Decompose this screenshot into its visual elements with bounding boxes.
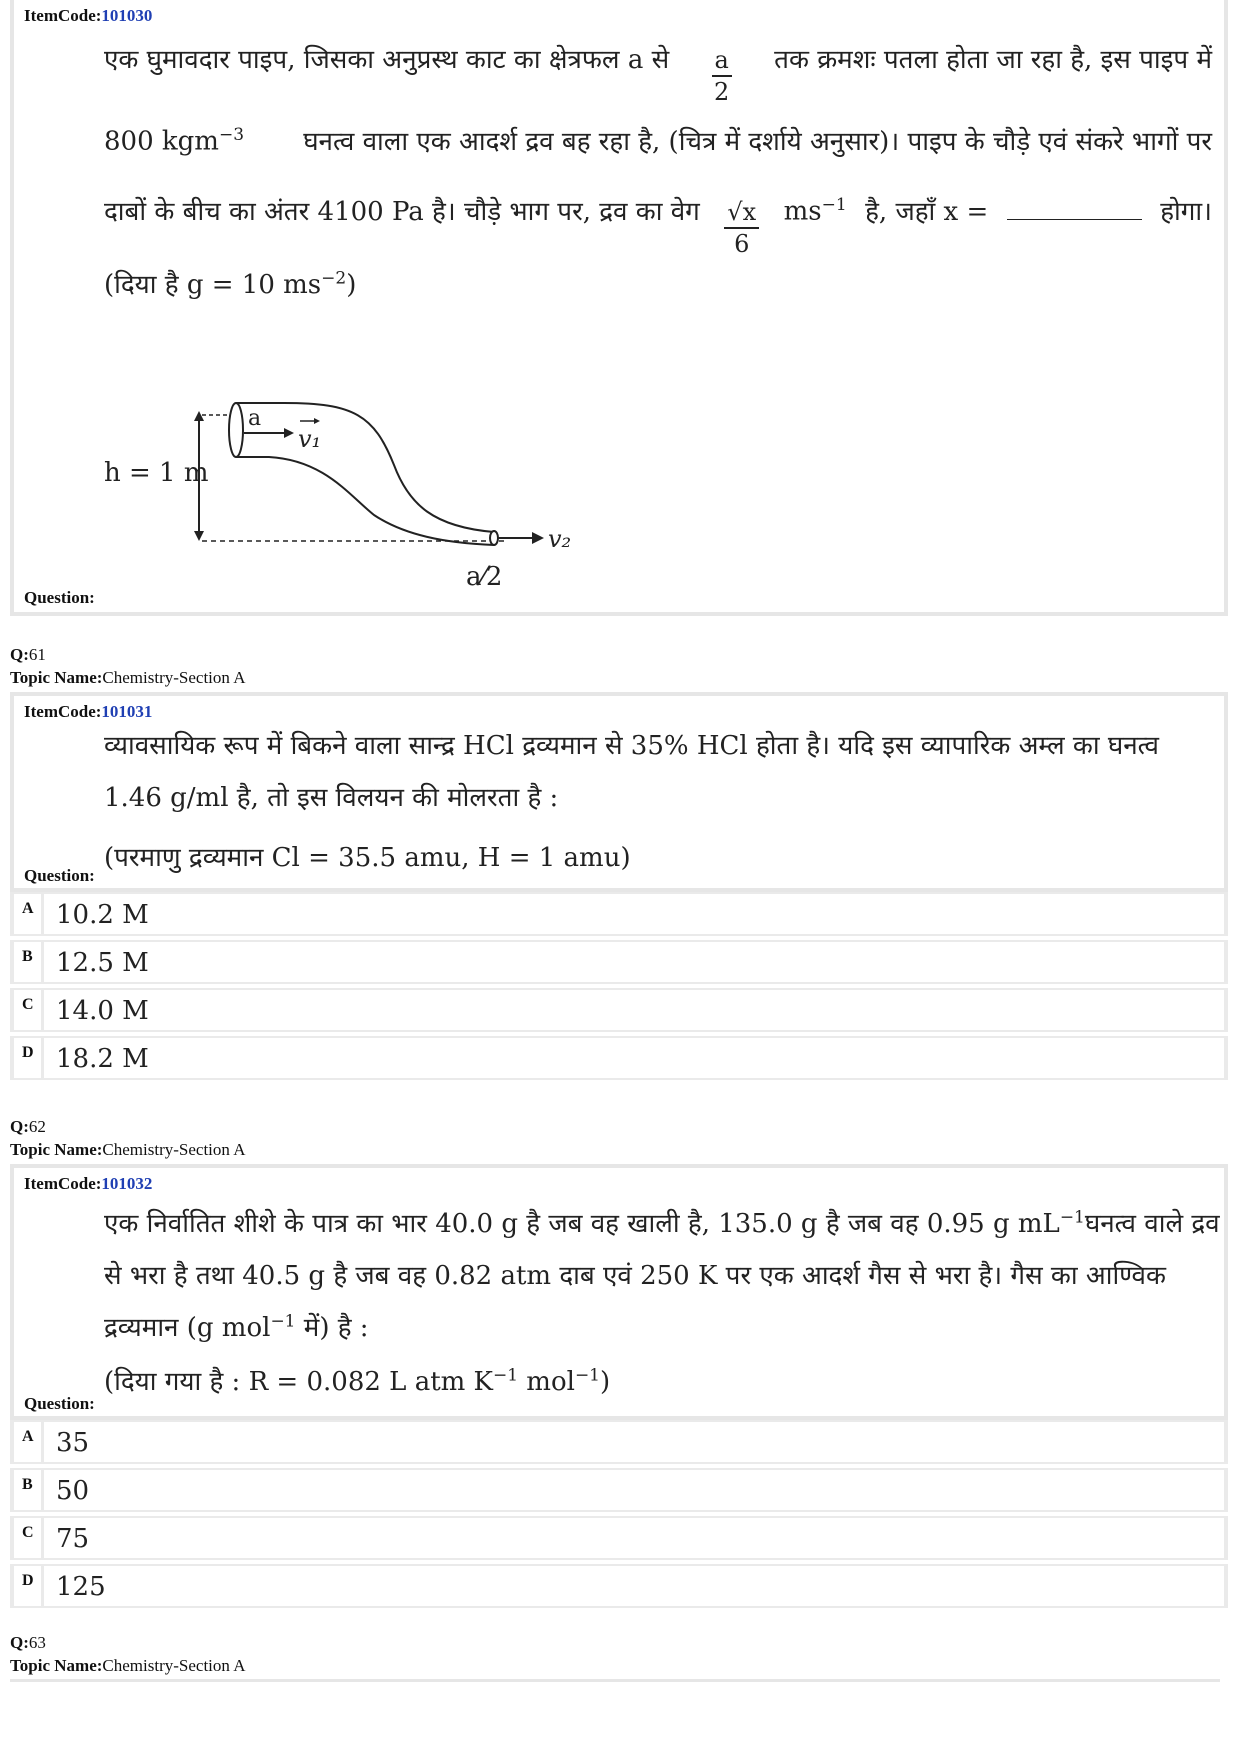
narrow-opening <box>490 531 498 545</box>
fraction-root-x-over-6 <box>724 200 759 256</box>
option-a[interactable] <box>10 1420 1228 1464</box>
question-label: Question: <box>24 1394 95 1413</box>
topic-value: Chemistry-Section A <box>102 1140 246 1159</box>
fraction-numerator: √x <box>724 200 759 229</box>
fraction-numerator: a <box>712 48 732 77</box>
option-a[interactable] <box>10 892 1228 936</box>
q-number: 61 <box>28 645 46 664</box>
q-label: Q: <box>10 1117 29 1136</box>
text-segment: एक निर्वातित शीशे के पात्र का भार 40.0 g है जब वह खाली है, 135.0 g है जब वह 0.95 g mL <box>104 1209 1060 1239</box>
option-value: 75 <box>56 1524 90 1554</box>
option-c[interactable] <box>10 1516 1228 1560</box>
text-segment: है, जहाँ x = <box>865 197 989 227</box>
q-number: 63 <box>28 1633 46 1652</box>
superscript: −1 <box>1059 1207 1085 1228</box>
text-segment: ) <box>346 270 357 300</box>
question-line-3 <box>104 1308 369 1344</box>
option-value: 125 <box>56 1572 106 1602</box>
option-value: 18.2 M <box>56 1044 149 1074</box>
velocity-label-v2: v₂ <box>548 525 572 553</box>
itemcode-value: 101031 <box>101 702 153 721</box>
question-number <box>10 1117 46 1137</box>
fraction-denominator: 2 <box>714 78 730 106</box>
question-line-1 <box>104 1204 1220 1240</box>
option-b[interactable] <box>10 1468 1228 1512</box>
itemcode-value: 101032 <box>101 1174 153 1193</box>
question-card-101030 <box>10 0 1228 616</box>
topic-name <box>10 1140 245 1160</box>
q-label: Q: <box>10 645 29 664</box>
fraction-a-over-2 <box>712 48 732 104</box>
question-line-2 <box>104 1256 1212 1292</box>
text-segment: ) <box>600 1367 611 1397</box>
option-letter: C <box>14 1518 44 1558</box>
pipe-bottom-curve <box>236 457 494 545</box>
question-text <box>104 1204 1220 1404</box>
option-letter: C <box>14 990 44 1030</box>
option-d[interactable] <box>10 1036 1228 1080</box>
text-segment: होगा। <box>1160 197 1212 227</box>
text-segment: व्यावसायिक रूप में बिकने वाला सान्द्र HCl द्रव्यमान से 35% HCl होता है। यदि इस व्यापारिक अम्ल का घनत्व <box>104 731 1160 761</box>
topic-name <box>10 1656 245 1676</box>
option-letter: D <box>14 1038 44 1078</box>
option-letter: D <box>14 1566 44 1606</box>
option-letter: B <box>14 1470 44 1510</box>
itemcode <box>24 702 152 722</box>
question-card-101031 <box>10 692 1228 892</box>
question-line-2 <box>104 778 558 814</box>
topic-label: Topic Name: <box>10 1140 103 1159</box>
pipe-diagram <box>104 385 664 605</box>
text-segment: 1.46 g/ml है, तो इस विलयन की मोलरता है : <box>104 783 559 813</box>
question-line-4 <box>104 1362 610 1398</box>
height-arrow-top <box>194 411 204 421</box>
mass-text <box>104 1204 1085 1240</box>
question-text <box>104 40 1212 340</box>
text-segment: तक क्रमशः पतला होता जा रहा है, इस पाइप में <box>774 45 1212 75</box>
text-segment: 800 kgm <box>104 127 219 157</box>
option-value: 14.0 M <box>56 996 149 1026</box>
v2-arrowhead <box>532 532 544 544</box>
text-segment: घनत्व वाले द्रव <box>1084 1209 1220 1239</box>
text-segment: में) है : <box>303 1313 369 1343</box>
option-value: 10.2 M <box>56 900 149 930</box>
question-number <box>10 645 46 665</box>
itemcode <box>24 6 152 26</box>
superscript: −1 <box>270 1311 296 1332</box>
height-label: h = 1 m <box>104 458 209 488</box>
itemcode-label: ItemCode: <box>24 702 102 721</box>
option-value: 12.5 M <box>56 948 149 978</box>
option-c[interactable] <box>10 988 1228 1032</box>
text-segment: दाबों के बीच का अंतर 4100 Pa है। चौड़े भाग पर, द्रव का वेग <box>104 197 700 227</box>
topic-label: Topic Name: <box>10 668 103 687</box>
option-b[interactable] <box>10 940 1228 984</box>
text-segment: द्रव्यमान (g mol <box>104 1313 271 1343</box>
question-label: Question: <box>24 588 95 607</box>
option-value: 35 <box>56 1428 90 1458</box>
velocity-unit <box>784 195 847 227</box>
text-segment: (दिया है g = 10 ms <box>104 270 322 300</box>
text-segment: ms <box>783 197 822 227</box>
option-letter: A <box>14 1422 44 1462</box>
question-line-3 <box>104 192 1212 256</box>
question-line-1 <box>104 726 1212 762</box>
superscript: −2 <box>321 268 347 289</box>
superscript: −1 <box>821 195 847 216</box>
topic-value: Chemistry-Section A <box>102 1656 246 1675</box>
text-segment: एक घुमावदार पाइप, जिसका अनुप्रस्थ काट का क्षेत्रफल a से <box>104 45 670 75</box>
q-label: Q: <box>10 1633 29 1652</box>
topic-value: Chemistry-Section A <box>102 668 246 687</box>
wide-opening <box>229 403 243 457</box>
text-segment: से भरा है तथा 40.5 g है जब वह 0.82 atm दाब एवं 250 K पर एक आदर्श गैस से भरा है। गैस का आण्विक <box>104 1261 1166 1291</box>
text-segment: (दिया गया है : R = 0.082 L atm K <box>104 1367 493 1397</box>
pipe-top-curve <box>236 403 494 532</box>
itemcode-value: 101030 <box>101 6 153 25</box>
topic-label: Topic Name: <box>10 1656 103 1675</box>
height-arrow-bottom <box>194 531 204 541</box>
velocity-label-v1: v₁ <box>298 425 322 453</box>
option-letter: B <box>14 942 44 982</box>
question-line-3 <box>104 838 631 874</box>
option-d[interactable] <box>10 1564 1228 1608</box>
question-text <box>104 726 1212 876</box>
option-value: 50 <box>56 1476 90 1506</box>
v1-vector-tip <box>314 418 320 424</box>
itemcode <box>24 1174 152 1194</box>
option-letter: A <box>14 894 44 934</box>
question-label: Question: <box>24 866 95 885</box>
answer-blank <box>1007 197 1142 220</box>
question-number <box>10 1633 46 1653</box>
itemcode-label: ItemCode: <box>24 6 102 25</box>
area-label-a: a <box>248 406 262 431</box>
v1-arrowhead <box>284 428 294 438</box>
superscript: −3 <box>218 125 245 146</box>
area-label-a-half: a⁄2 <box>466 562 503 592</box>
fraction-denominator: 6 <box>734 230 750 258</box>
text-segment: mol <box>518 1367 575 1397</box>
superscript: −1 <box>492 1365 519 1386</box>
topic-name <box>10 668 245 688</box>
text-segment: (परमाणु द्रव्यमान Cl = 35.5 amu, H = 1 amu) <box>104 843 631 873</box>
q-number: 62 <box>28 1117 46 1136</box>
card-top-border <box>10 1679 1220 1682</box>
question-line-2 <box>104 122 1212 158</box>
density-value <box>104 125 244 157</box>
question-card-101032 <box>10 1164 1228 1420</box>
text-segment: घनत्व वाला एक आदर्श द्रव बह रहा है, (चित्र में दर्शाये अनुसार)। पाइप के चौड़े एवं संकरे भागों पर <box>303 127 1212 157</box>
superscript: −1 <box>574 1365 600 1386</box>
question-line-4 <box>104 265 356 301</box>
itemcode-label: ItemCode: <box>24 1174 102 1193</box>
question-line-1 <box>104 40 1212 104</box>
